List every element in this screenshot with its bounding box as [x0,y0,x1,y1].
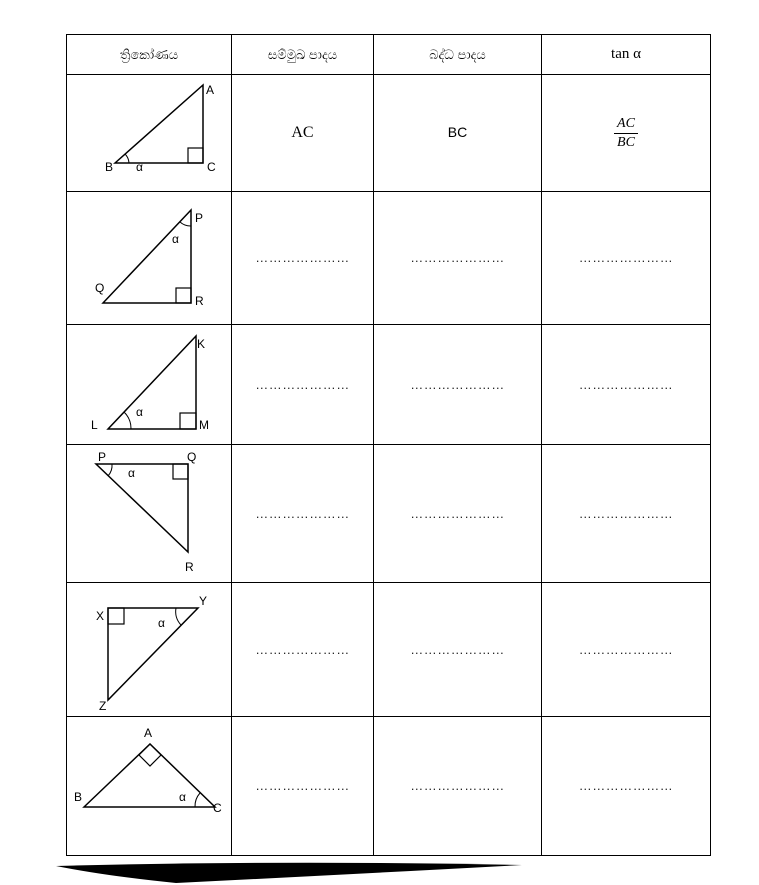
triangle-cell [67,325,232,445]
vertex-label: X [96,609,105,623]
triangle-shape [115,85,203,163]
table-row [67,445,711,583]
vertex-label: C [213,801,222,815]
tan-fraction [614,115,638,152]
angle-arc [125,154,129,163]
table-row [67,325,711,445]
right-angle-marker [176,288,191,303]
triangle-shape [108,608,198,700]
answer-blank[interactable] [374,583,542,717]
angle-arc [180,222,191,226]
angle-arc [108,464,112,476]
triangle-cell [67,717,232,856]
answer-blank[interactable] [542,445,711,583]
answer-blank[interactable] [232,192,374,325]
tan-answer [542,75,711,192]
triangle-cell [67,192,232,325]
answer-text: BC [447,124,468,140]
answer-blank[interactable] [232,325,374,445]
triangle-xyz-diagram [67,583,232,716]
table-row [67,192,711,325]
right-angle-marker [108,608,124,624]
dotted-line: ………………… [255,250,350,265]
vertex-label: R [195,294,204,308]
answer-blank[interactable] [232,717,374,856]
angle-label: α [158,616,165,630]
right-angle-marker [180,413,196,429]
header-adjacent-side: බද්ධ පාදය [374,35,542,75]
dotted-line: ………………… [255,376,350,392]
vertex-label: L [91,418,98,432]
triangle-abc-apex-diagram [67,717,232,855]
dotted-line: ………………… [255,505,350,521]
dotted-line: ………………… [578,505,674,521]
vertex-label: P [98,450,107,464]
triangle-cell [67,75,232,192]
dotted-line: ………………… [578,376,674,392]
triangle-abc-diagram [67,75,232,191]
vertex-label: Q [95,281,105,295]
vertex-label: B [74,790,83,804]
right-angle-marker [139,744,161,766]
adjacent-side-answer [374,75,542,192]
answer-blank[interactable] [542,583,711,717]
trig-table [66,34,711,856]
dotted-line: ………………… [578,778,674,793]
vertex-label: A [144,726,153,740]
header-tan-alpha: tan α [542,35,711,75]
vertex-label: R [185,560,194,574]
triangle-shape [96,464,188,552]
dotted-line: ………………… [410,778,505,793]
vertex-label: A [206,83,215,97]
dotted-line: ………………… [410,376,505,392]
table-row [67,717,711,856]
fraction-numerator: AC [614,115,638,134]
right-angle-marker [173,464,188,479]
angle-arc [124,412,131,429]
answer-blank[interactable] [232,583,374,717]
page-curl-shadow [56,862,526,884]
triangle-cell [67,583,232,717]
triangle-pqr-inverted-diagram [67,445,232,582]
vertex-label: Y [199,594,208,608]
triangle-shape [84,744,215,807]
angle-arc [195,793,200,807]
angle-label: α [136,160,143,174]
header-triangle: ත්‍රිකෝණය [67,35,232,75]
answer-text: AC [291,124,314,141]
vertex-label: B [105,160,114,174]
answer-blank[interactable] [374,717,542,856]
fraction-denominator: BC [617,134,635,150]
answer-blank[interactable] [542,192,711,325]
dotted-line: ………………… [578,641,674,657]
angle-label: α [172,232,179,246]
triangle-shape [103,210,191,303]
angle-label: α [128,466,135,480]
dotted-line: ………………… [255,778,350,793]
table-row [67,75,711,192]
vertex-label: K [197,337,206,351]
angle-label: α [136,405,143,419]
dotted-line: ………………… [578,250,674,265]
table-row [67,583,711,717]
dotted-line: ………………… [410,505,505,521]
triangle-pqr-diagram [67,192,232,324]
triangle-klm-diagram [67,325,232,444]
vertex-label: M [199,418,209,432]
dotted-line: ………………… [410,641,505,657]
header-row [67,35,711,75]
answer-blank[interactable] [374,445,542,583]
vertex-label: Q [187,450,197,464]
answer-blank[interactable] [374,192,542,325]
dotted-line: ………………… [410,250,505,265]
angle-arc [176,608,181,625]
angle-label: α [179,790,186,804]
right-angle-marker [188,148,203,163]
vertex-label: Z [99,699,107,713]
answer-blank[interactable] [542,717,711,856]
opposite-side-answer [232,75,374,192]
triangle-cell [67,445,232,583]
triangle-shape [108,336,196,429]
dotted-line: ………………… [255,641,350,657]
header-opposite-side: සම්මුඛ පාදය [232,35,374,75]
vertex-label: C [207,160,216,174]
answer-blank[interactable] [374,325,542,445]
answer-blank[interactable] [542,325,711,445]
vertex-label: P [195,211,204,225]
answer-blank[interactable] [232,445,374,583]
